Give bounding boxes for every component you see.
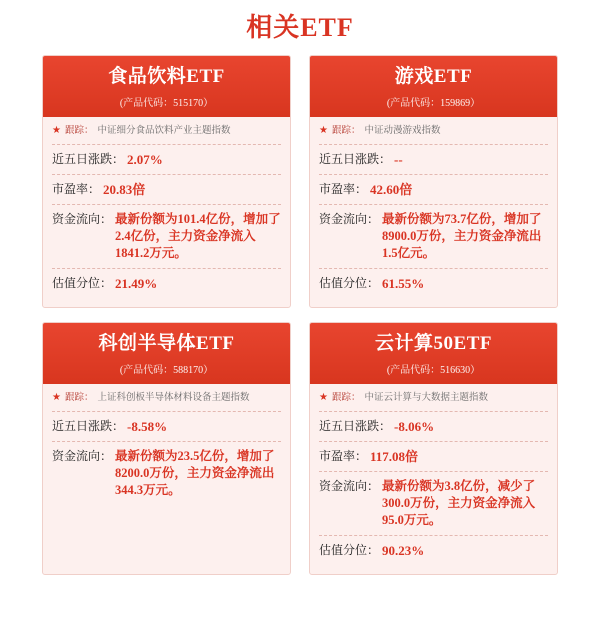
etf-code-value: 515170	[173, 97, 204, 109]
etf-code-value: 588170	[173, 364, 204, 376]
track-label: 跟踪：	[64, 125, 94, 136]
valuation-percentile-row	[52, 269, 281, 298]
etf-card-grid	[0, 49, 600, 585]
etf-track-row	[319, 124, 548, 145]
five-day-change-label: 近五日涨跌：	[319, 418, 392, 433]
track-value: 上证科创板半导体材料设备主题指数	[97, 392, 250, 403]
track-label: 跟踪：	[64, 392, 94, 403]
pe-ratio-value: 42.60倍	[370, 181, 413, 197]
etf-name: 科创半导体ETF	[98, 332, 235, 354]
etf-code	[47, 361, 286, 376]
track-value: 中证动漫游戏指数	[364, 125, 441, 136]
valuation-percentile-value: 90.23%	[382, 542, 425, 558]
etf-code-value: 516630	[440, 364, 471, 376]
five-day-change-row	[319, 412, 548, 442]
etf-track-row	[319, 391, 548, 412]
track-label: 跟踪：	[331, 125, 361, 136]
etf-card-header	[43, 56, 290, 117]
star-icon: ★	[319, 124, 328, 136]
page-title: 相关ETF	[246, 13, 354, 42]
etf-track-row	[52, 124, 281, 145]
five-day-change-row	[52, 412, 281, 442]
etf-card[interactable]	[309, 322, 558, 575]
five-day-change-row	[52, 145, 281, 175]
star-icon: ★	[52, 391, 61, 403]
five-day-change-label: 近五日涨跌：	[319, 151, 392, 166]
pe-ratio-label: 市盈率：	[52, 181, 101, 196]
fund-flow-value: 最新份额为101.4亿份，增加了2.4亿份，主力资金净流入1841.2万元。	[115, 211, 281, 260]
etf-code	[314, 361, 553, 376]
fund-flow-label: 资金流向：	[52, 211, 113, 226]
fund-flow-label: 资金流向：	[52, 448, 113, 463]
etf-name: 食品饮料ETF	[108, 66, 225, 88]
fund-flow-label: 资金流向：	[319, 211, 380, 226]
valuation-percentile-row	[319, 269, 548, 298]
five-day-change-value: --	[394, 151, 403, 167]
etf-code-prefix: (产品代码：	[386, 97, 441, 109]
five-day-change-value: -8.58%	[127, 418, 168, 434]
pe-ratio-row	[52, 175, 281, 205]
track-label: 跟踪：	[331, 392, 361, 403]
etf-name: 云计算50ETF	[375, 332, 492, 354]
etf-track-row	[52, 391, 281, 412]
valuation-percentile-value: 61.55%	[382, 275, 425, 291]
valuation-percentile-label: 估值分位：	[319, 275, 380, 290]
pe-ratio-label: 市盈率：	[319, 181, 368, 196]
five-day-change-value: -8.06%	[394, 418, 435, 434]
etf-code-prefix: (产品代码：	[386, 364, 441, 376]
five-day-change-label: 近五日涨跌：	[52, 151, 125, 166]
five-day-change-value: 2.07%	[127, 151, 163, 167]
etf-name: 游戏ETF	[394, 66, 473, 88]
etf-code-prefix: (产品代码：	[119, 97, 174, 109]
fund-flow-value: 最新份额为3.8亿份，减少了300.0万份，主力资金净流入95.0万元。	[382, 478, 536, 527]
pe-ratio-label: 市盈率：	[319, 448, 368, 463]
track-value: 中证细分食品饮料产业主题指数	[97, 125, 231, 136]
fund-flow-row	[319, 472, 548, 536]
etf-code-suffix: ）	[203, 364, 214, 376]
fund-flow-value: 最新份额为23.5亿份，增加了8200.0万份，主力资金净流出344.3万元。	[115, 448, 275, 497]
etf-card-body	[310, 384, 557, 574]
valuation-percentile-value: 21.49%	[115, 275, 158, 291]
pe-ratio-value: 117.08倍	[370, 448, 419, 464]
etf-code-value: 159869	[440, 97, 471, 109]
fund-flow-value: 最新份额为73.7亿份，增加了8900.0万份，主力资金净流出1.5亿元。	[382, 211, 542, 260]
etf-card-header	[310, 323, 557, 384]
etf-card-body	[310, 117, 557, 307]
valuation-percentile-label: 估值分位：	[52, 275, 113, 290]
pe-ratio-value: 20.83倍	[103, 181, 146, 197]
etf-card[interactable]	[42, 322, 291, 575]
pe-ratio-row	[319, 442, 548, 472]
valuation-percentile-label: 估值分位：	[319, 542, 380, 557]
star-icon: ★	[52, 124, 61, 136]
etf-code	[47, 94, 286, 109]
etf-code-suffix: ）	[470, 97, 481, 109]
etf-card-header	[43, 323, 290, 384]
etf-card-body	[43, 117, 290, 307]
etf-card-header	[310, 56, 557, 117]
fund-flow-row	[319, 205, 548, 269]
etf-card[interactable]	[309, 55, 558, 308]
etf-code	[314, 94, 553, 109]
valuation-percentile-row	[319, 536, 548, 565]
etf-card[interactable]	[42, 55, 291, 308]
fund-flow-row	[52, 205, 281, 269]
track-value: 中证云计算与大数据主题指数	[364, 392, 488, 403]
etf-code-suffix: ）	[203, 97, 214, 109]
five-day-change-label: 近五日涨跌：	[52, 418, 125, 433]
etf-code-prefix: (产品代码：	[119, 364, 174, 376]
fund-flow-row	[52, 442, 281, 505]
etf-card-body	[43, 384, 290, 574]
etf-code-suffix: ）	[470, 364, 481, 376]
star-icon: ★	[319, 391, 328, 403]
fund-flow-label: 资金流向：	[319, 478, 380, 493]
five-day-change-row	[319, 145, 548, 175]
pe-ratio-row	[319, 175, 548, 205]
